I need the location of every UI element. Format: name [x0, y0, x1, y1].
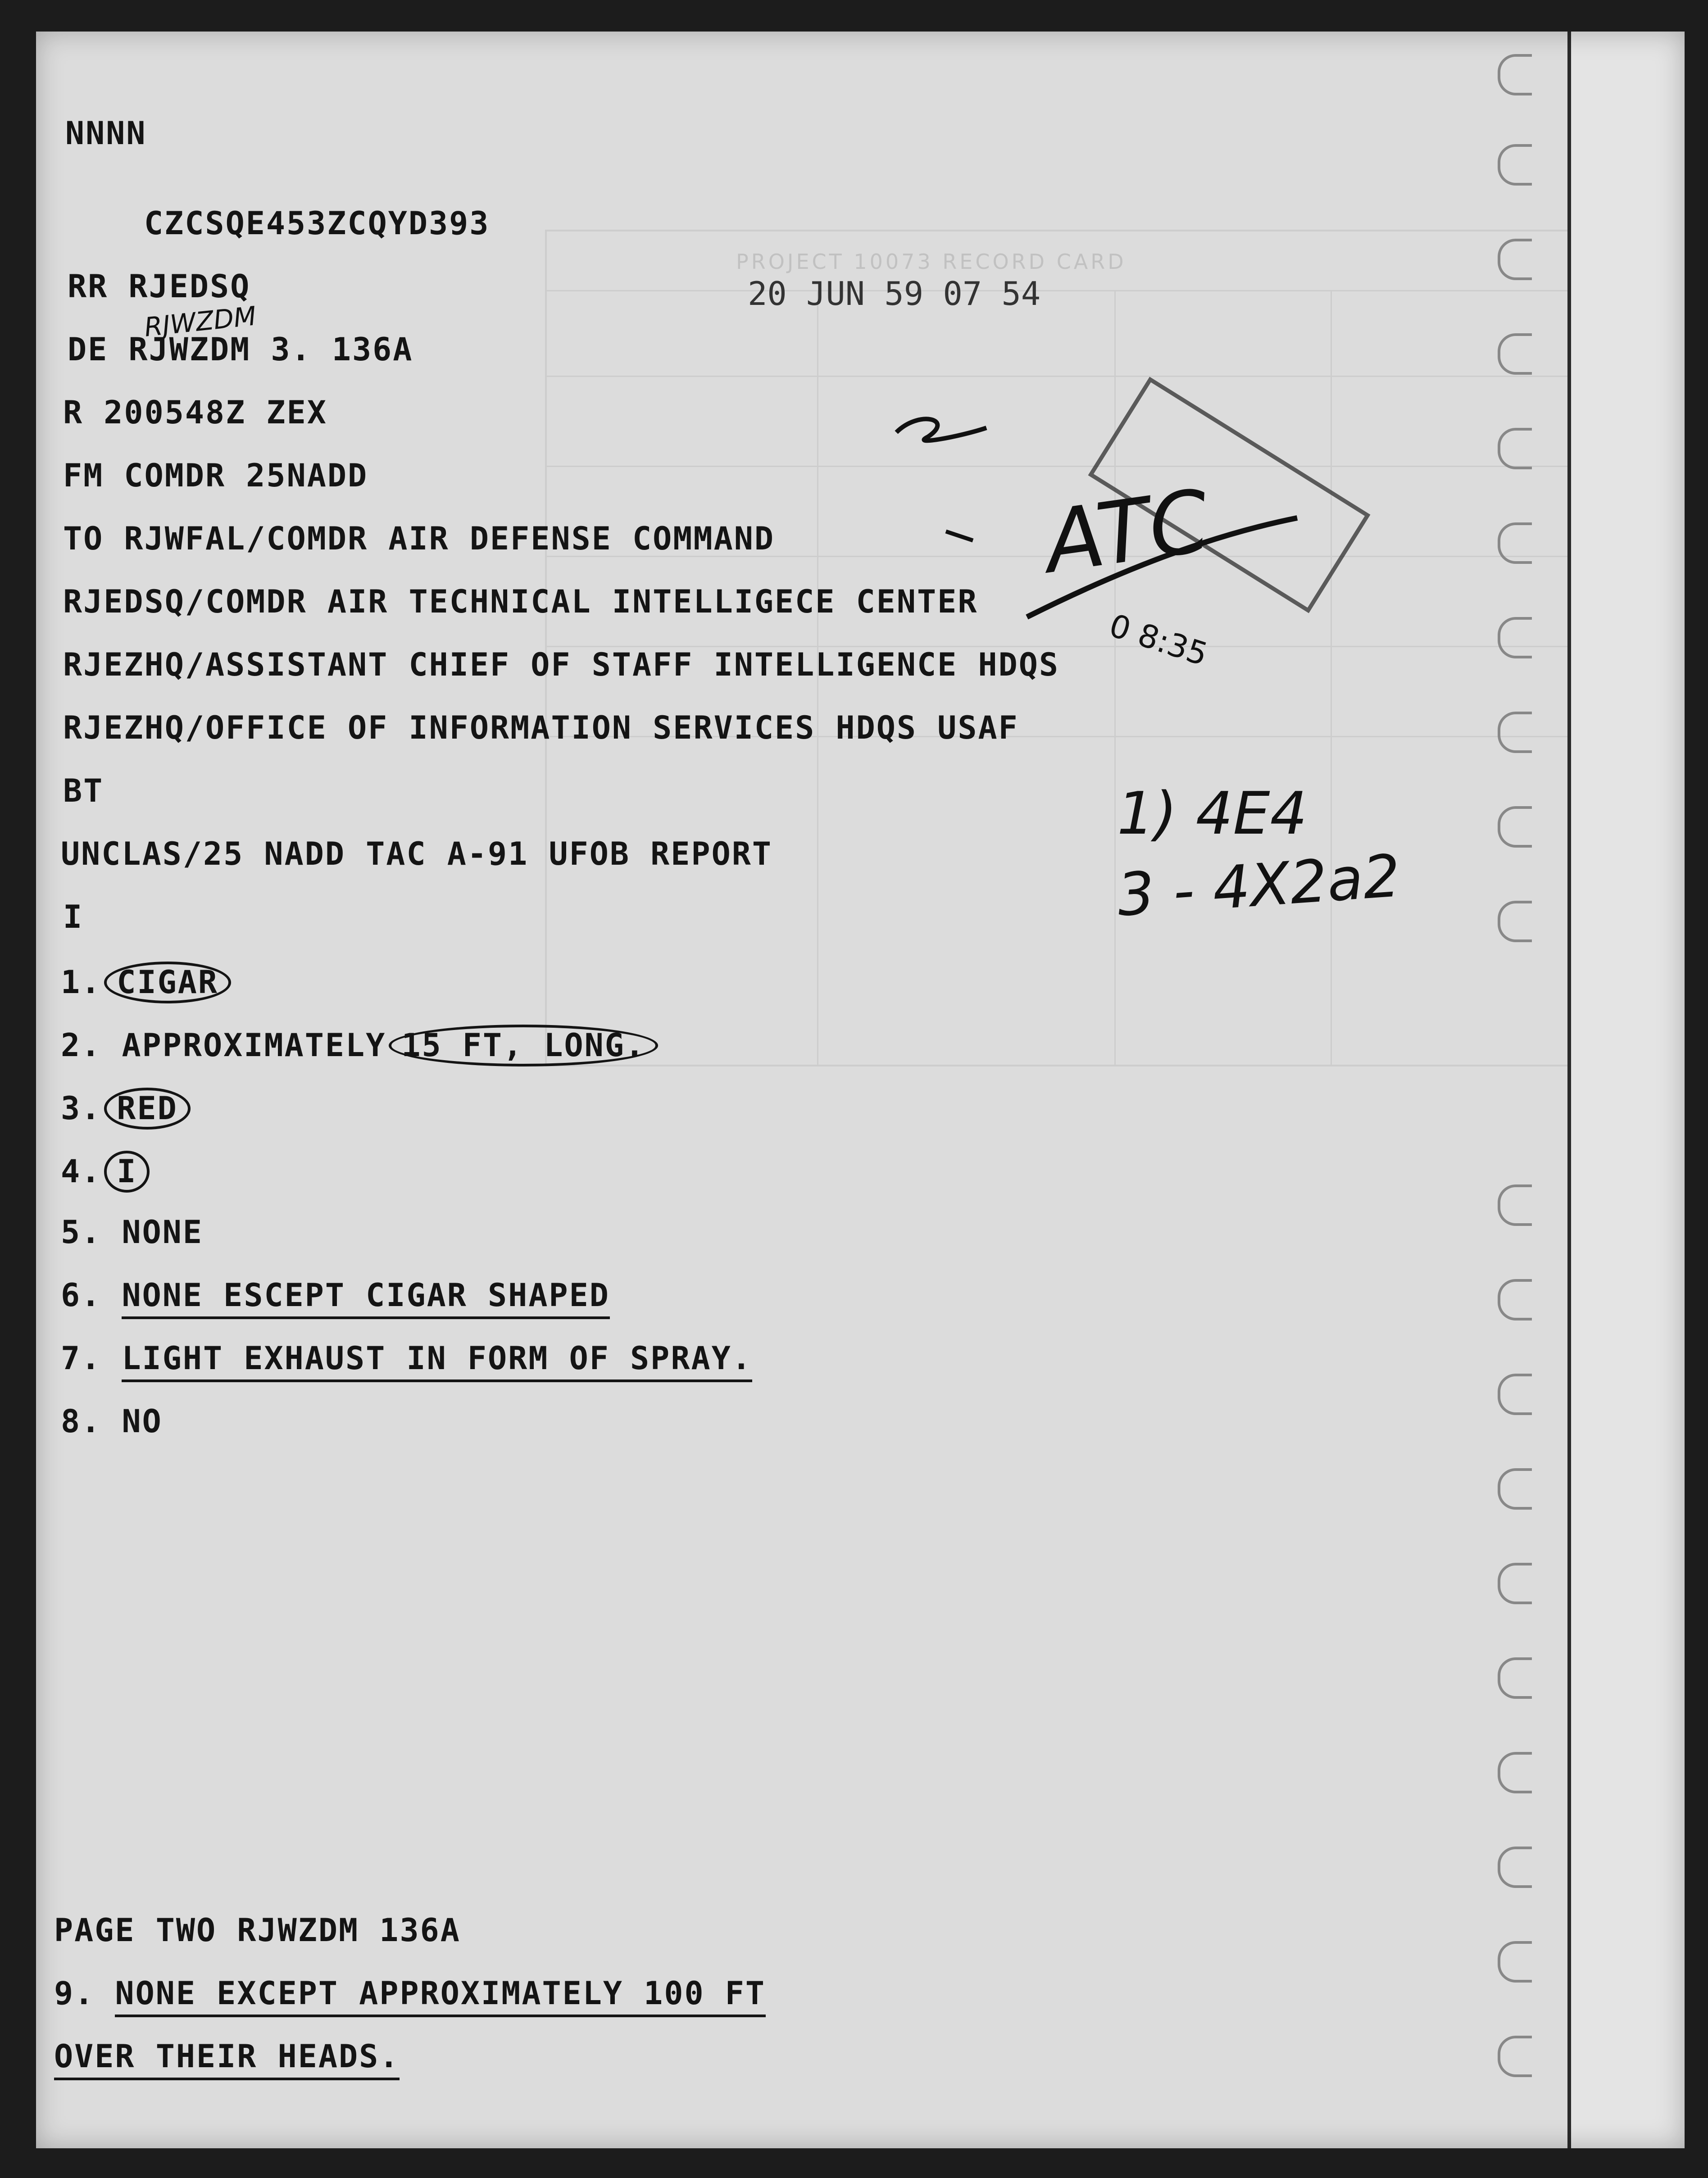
punch-hole	[1498, 333, 1532, 375]
punch-hole	[1498, 1847, 1532, 1888]
punch-hole	[1498, 1563, 1532, 1604]
header-line: BT	[63, 772, 104, 809]
underlined-answer: LIGHT EXHAUST IN FORM OF SPRAY.	[122, 1340, 752, 1382]
underlined-answer: NONE EXCEPT APPROXIMATELY 100 FT	[115, 1975, 766, 2017]
item-1: 1. CIGAR	[61, 962, 231, 1003]
header-line: RJEZHQ/OFFICE OF INFORMATION SERVICES HDQS USAF	[63, 709, 1019, 746]
item-3: 3. RED	[61, 1088, 191, 1130]
right-margin-strip	[1567, 32, 1685, 2148]
handwritten-code-line-1: 1) 4E4	[1117, 779, 1308, 848]
header-line: FM COMDR 25NADD	[63, 457, 368, 494]
punch-hole	[1498, 1374, 1532, 1415]
document-sheet	[36, 32, 1685, 2148]
punch-hole	[1498, 1279, 1532, 1320]
report-title: UNCLAS/25 NADD TAC A-91 UFOB REPORT	[61, 835, 773, 872]
item-5: 5. NONE	[61, 1214, 204, 1251]
item-9: 9. NONE EXCEPT APPROXIMATELY 100 FT	[54, 1975, 766, 2012]
header-line: RJEDSQ/COMDR AIR TECHNICAL INTELLIGECE CENTER	[63, 583, 978, 620]
circled-answer: CIGAR	[104, 962, 231, 1003]
punch-hole	[1498, 1941, 1532, 1983]
pen-strokes	[892, 383, 1342, 653]
punch-hole	[1498, 617, 1532, 658]
header-line: NNNN	[65, 115, 147, 152]
underlined-answer: OVER THEIR HEADS.	[54, 2038, 400, 2080]
punch-hole	[1498, 428, 1532, 469]
header-line: DE RJWZDM 3. 136A	[68, 331, 413, 368]
ghost-card-title: PROJECT 10073 RECORD CARD	[736, 250, 1127, 274]
punch-hole	[1498, 1468, 1532, 1510]
punch-hole	[1498, 54, 1532, 95]
punch-hole	[1498, 806, 1532, 848]
header-line: CZCSQE453ZCQYD393	[144, 205, 490, 242]
punch-hole	[1498, 239, 1532, 280]
handwritten-initials: ATC	[1039, 471, 1216, 593]
underlined-answer: NONE ESCEPT CIGAR SHAPED	[122, 1277, 609, 1319]
header-line: RJEZHQ/ASSISTANT CHIEF OF STAFF INTELLIGENCE HDQS	[63, 646, 1060, 683]
item-8: 8. NO	[61, 1403, 163, 1440]
header-line: RR RJEDSQ	[68, 268, 251, 305]
page-two-header: PAGE TWO RJWZDM 136A	[54, 1912, 461, 1949]
header-line: TO RJWFAL/COMDR AIR DEFENSE COMMAND	[63, 520, 775, 557]
punch-hole	[1498, 1752, 1532, 1793]
item-7: 7. LIGHT EXHAUST IN FORM OF SPRAY.	[61, 1340, 752, 1377]
circled-answer: RED	[104, 1088, 190, 1130]
punch-hole	[1498, 901, 1532, 942]
item-4: 4. I	[61, 1151, 150, 1193]
handwritten-code-line-2: 3 - 4X2a2	[1115, 841, 1403, 930]
punch-hole	[1498, 522, 1532, 564]
punch-hole	[1498, 1184, 1532, 1226]
punch-hole	[1498, 712, 1532, 753]
header-line: R 200548Z ZEX	[63, 394, 327, 431]
item-9-continued	[54, 2038, 400, 2075]
circled-answer: I	[104, 1151, 150, 1193]
received-date-stamp: 20 JUN 59 07 54	[748, 275, 1041, 313]
item-6: 6. NONE ESCEPT CIGAR SHAPED	[61, 1277, 610, 1314]
punch-hole	[1498, 2036, 1532, 2077]
section-marker: I	[63, 898, 84, 935]
punch-hole	[1498, 1657, 1532, 1699]
item-2: 2. APPROXIMATELY 15 FT, LONG.	[61, 1025, 658, 1066]
handwritten-time: 0 8:35	[1104, 607, 1213, 673]
handwritten-callsign: RJWZDM	[143, 300, 258, 343]
punch-hole	[1498, 144, 1532, 186]
circled-answer: 15 FT, LONG.	[389, 1025, 658, 1066]
